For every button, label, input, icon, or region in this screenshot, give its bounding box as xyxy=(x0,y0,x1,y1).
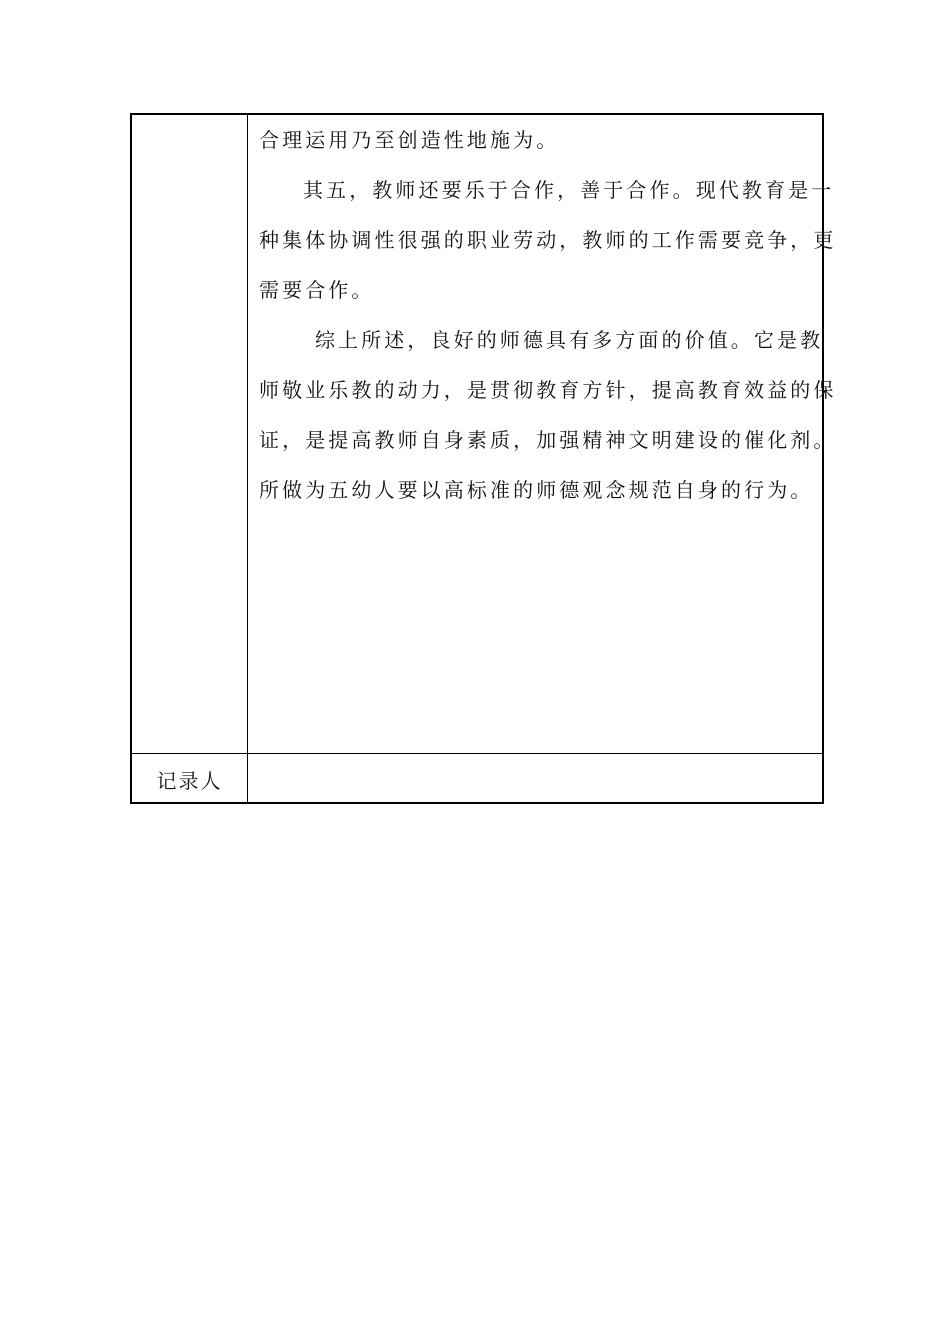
text-line: 所做为五幼人要以高标准的师德观念规范自身的行为。 xyxy=(259,478,814,502)
text-line: 合理运用乃至创造性地施为。 xyxy=(259,128,560,152)
recorder-value xyxy=(248,754,824,804)
recorder-label: 记录人 xyxy=(156,768,223,793)
text-line: 综上所述，良好的师德具有多方面的价值。它是教 xyxy=(315,328,824,352)
text-line: 种集体协调性很强的职业劳动，教师的工作需要竞争，更 xyxy=(259,228,837,252)
text-line: 师敬业乐教的动力，是贯彻教育方针，提高教育效益的保 xyxy=(259,378,837,402)
text-line: 需要合作。 xyxy=(259,278,375,302)
content-cell xyxy=(259,115,837,753)
column-divider xyxy=(247,115,248,802)
record-table xyxy=(130,113,837,804)
text-line: 证，是提高教师自身素质，加强精神文明建设的催化剂。 xyxy=(259,428,837,452)
content-text xyxy=(259,115,837,515)
text-line: 其五，教师还要乐于合作，善于合作。现代教育是一 xyxy=(303,178,835,202)
